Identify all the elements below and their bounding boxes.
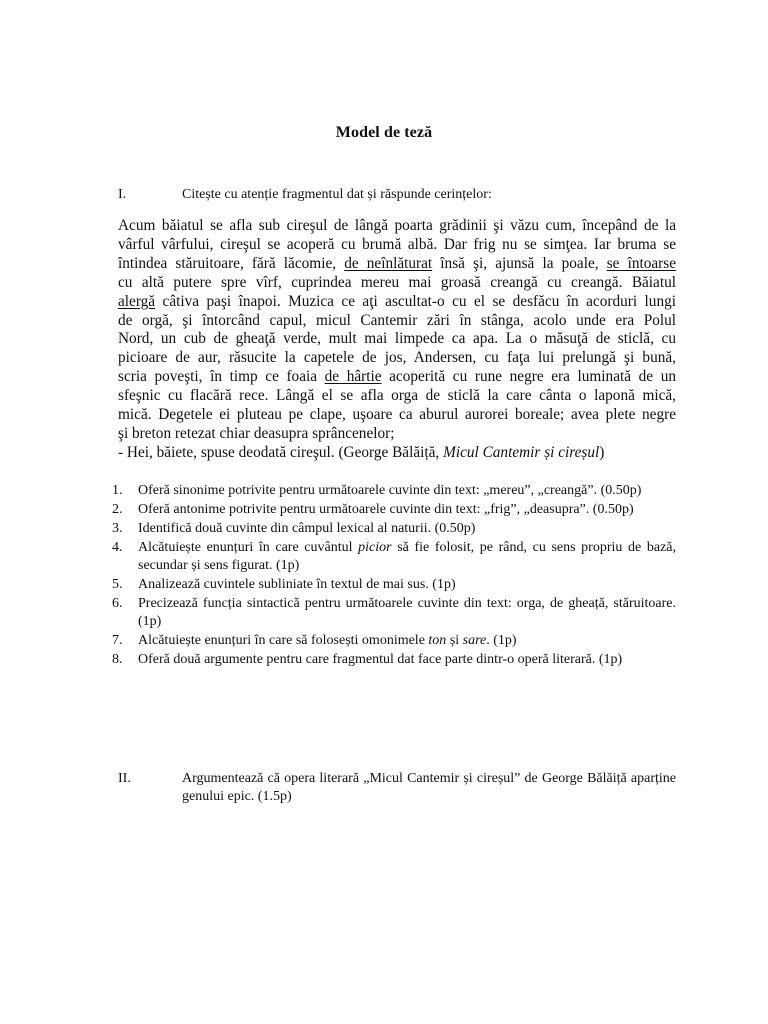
question-item [112,482,676,500]
passage-line: Acum băiatul se afla sub cireşul de lângă poarta grădinii şi văzu cum, începând de la [118,217,676,234]
question-text-part: și [446,633,463,648]
literary-fragment [118,217,676,463]
section-2-task: Argumentează că opera literară „Micul Cantemir și cireșul” de George Bălăiță aparține genului epic. (1.5p) [182,771,676,804]
question-list [112,482,676,670]
question-item [112,632,676,650]
section-1-heading [118,186,678,204]
question-text-part: să fie folosit, pe rând, cu sens propriu de bază, secundar și sens figurat. (1p) [138,540,676,573]
emphasized-word: sare [462,633,487,648]
underlined-word: de hârtie [324,368,382,386]
passage-text: câtiva paşi înapoi. Muzica ce aţi ascultat-o cu el se desfăcu în acorduri lungi [155,292,676,310]
passage-line [118,368,676,387]
passage-text: acoperită cu rune negre era luminată de un [381,368,676,386]
question-item [112,595,676,631]
question-text-part: Alcătuiește enunțuri în care cuvântul [138,540,359,555]
page-title: Model de teză [335,124,433,141]
passage-text: întindea stăruitoare, fără lăcomie, [118,254,345,272]
question-item [112,520,676,538]
passage-line: picioare de aur, răsucite la capetele de jos, Andersen, cu faţa lui prelungă şi bună, [118,349,676,367]
question-item [112,576,676,594]
underlined-word: de neînlăturat [344,254,433,272]
question-number: 8. [112,652,123,667]
emphasized-word: picior [358,540,392,555]
question-text-part: . (1p) [486,633,517,648]
question-text: Oferă două argumente pentru care fragmentul dat face parte dintr-o operă literară. (1p) [138,652,623,667]
underlined-word: alergă [118,292,156,310]
emphasized-word: ton [428,633,447,648]
section-2 [118,770,676,806]
question-number: 3. [112,521,123,536]
question-text: Analizează cuvintele subliniate în textul de mai sus. (1p) [138,577,456,592]
passage-line: şi breton retezat chiar deasupra sprâncenelor; [118,424,395,442]
passage-line [118,444,676,463]
question-text: Precizează funcția sintactică pentru următoarele cuvinte din text: orga, de gheață, stăruitoare. (1p) [138,596,676,629]
passage-line: de orgă, şi întorcând capul, micul Cantemir zări în stânga, acolo unde era Polul [118,311,676,329]
question-number: 4. [112,540,123,555]
question-item [112,539,676,575]
question-text-part: Alcătuiește enunțuri în care să folosești omonimele [138,633,429,648]
question-text [138,539,676,575]
passage-line: vârful vârfului, cireşul se acoperă cu brumă albă. Dar frig nu se simţea. Iar bruma se [118,235,676,253]
question-text: Oferă antonime potrivite pentru următoarele cuvinte din text: „frig”, „deasupra”. (0.50p) [138,502,634,517]
passage-line [118,293,676,312]
passage-text: ) [599,443,605,461]
section-1-instruction: Citește cu atenție fragmentul dat și răspunde cerințelor: [182,187,492,202]
question-number: 7. [112,633,123,648]
passage-text: - Hei, băiete, spuse deodată cireşul. (George Bălăiță, [118,443,444,461]
question-text [138,632,676,650]
question-text: Identifică două cuvinte din câmpul lexical al naturii. (0.50p) [138,521,476,536]
passage-line: mică. Degetele ei pluteau pe clape, uşoare ca aburul aurorei boreale; avea plete negre [118,406,676,424]
passage-line: cu altă putere spre vîrf, cuprindea mereu mai groasă creangă cu creangă. Băiatul [118,273,676,291]
question-text: Oferă sinonime potrivite pentru următoarele cuvinte din text: „mereu”, „creangă”. (0.50p) [138,483,642,498]
question-number: 2. [112,502,123,517]
section-1-number: I. [118,187,127,202]
passage-text: însă şi, ajunsă la poale, [432,254,607,272]
question-number: 5. [112,577,123,592]
passage-line: Nord, un cub de gheaţă verde, mult mai limpede ca apa. La o măsuţă de sticlă, cu [118,330,676,348]
passage-text: scria poveşti, în timp ce foaia [118,368,325,386]
section-2-number: II. [118,771,131,786]
underlined-word: se întoarse [606,254,676,272]
question-number: 1. [112,483,123,498]
question-item [112,501,676,519]
passage-line: sfeşnic cu flacără rece. Lângă el se afla orga de sticlă la care cânta o laponă mică, [118,387,676,405]
work-title: Micul Cantemir și cireșul [443,443,600,461]
passage-line [118,255,676,274]
question-number: 6. [112,596,123,611]
question-item [112,651,676,669]
